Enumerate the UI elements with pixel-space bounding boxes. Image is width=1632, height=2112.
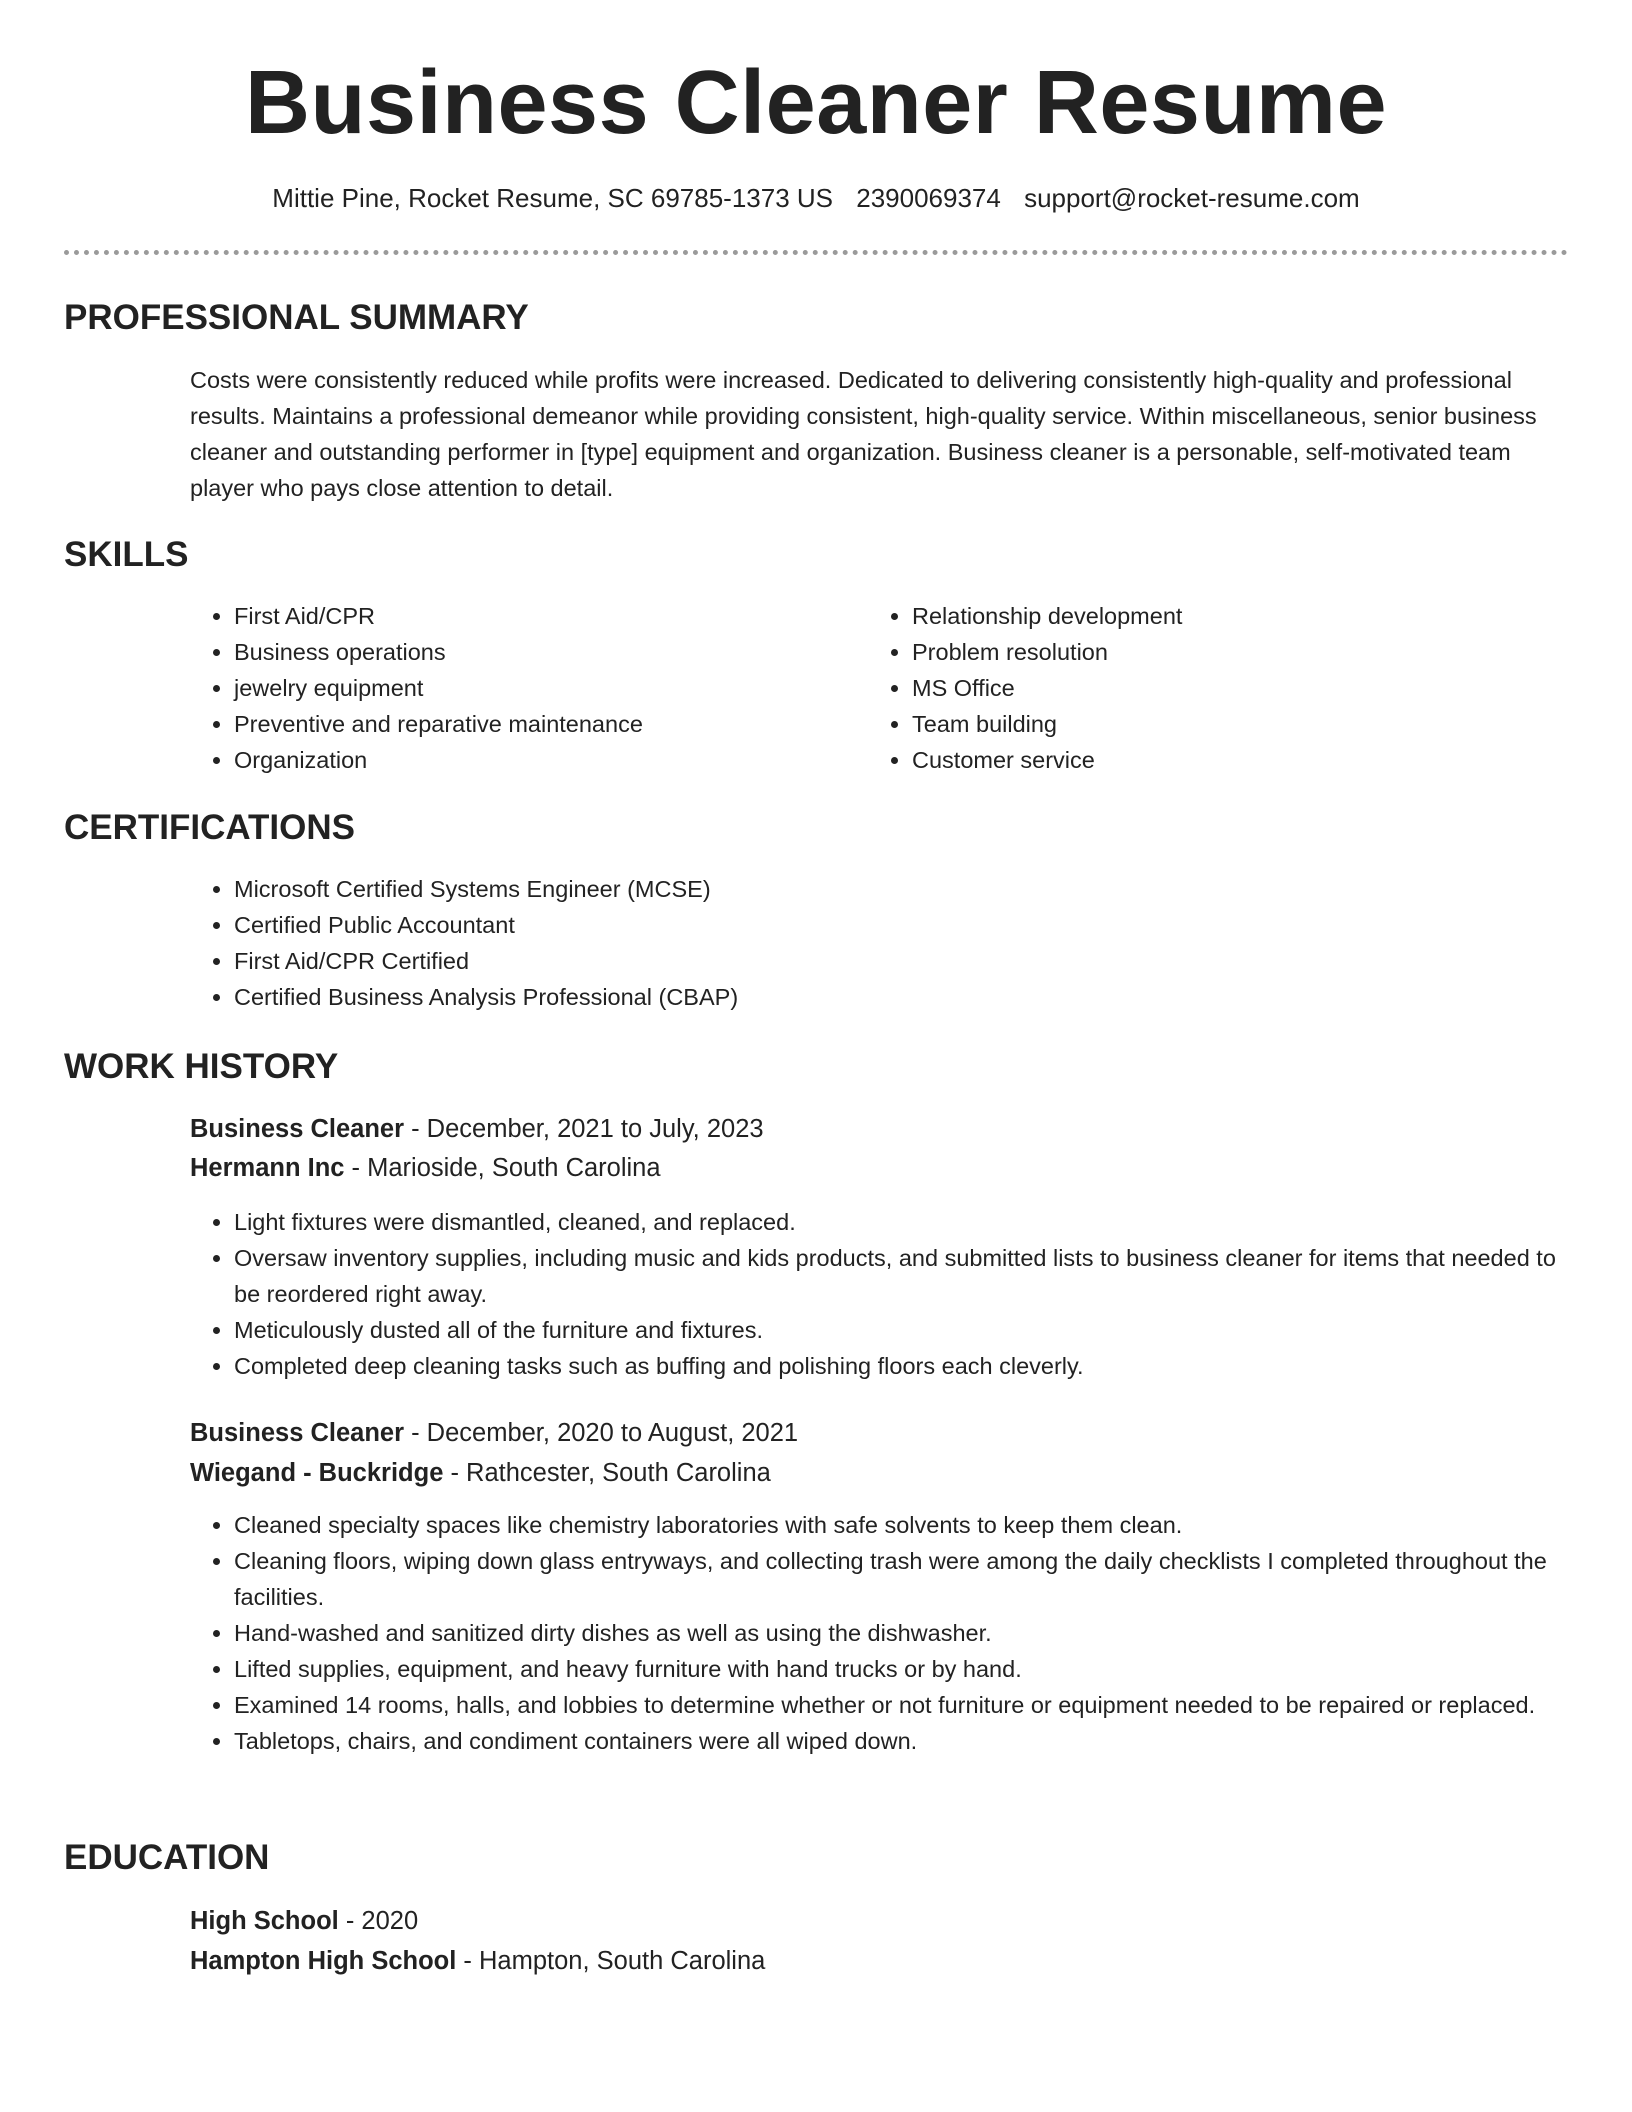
skill-item: • First Aid/CPR <box>234 598 854 634</box>
summary-heading: PROFESSIONAL SUMMARY <box>64 298 529 337</box>
education-degree: High School <box>190 1907 339 1935</box>
job-company-line <box>190 1149 1570 1187</box>
skill-item: • MS Office <box>912 670 1532 706</box>
job-title-line <box>190 1110 1570 1148</box>
education-location: - Hampton, South Carolina <box>456 1947 766 1975</box>
education-school-line <box>190 1942 1570 1980</box>
job-company-line <box>190 1454 1570 1492</box>
job-bullet: • Meticulously dusted all of the furniture and fixtures. <box>234 1312 1584 1348</box>
contact-line <box>0 180 1632 216</box>
certification-item: • Certified Business Analysis Professional (CBAP) <box>234 979 1614 1015</box>
education-school: Hampton High School <box>190 1947 457 1975</box>
contact-phone: 2390069374 <box>856 183 1001 213</box>
skill-item: • Business operations <box>234 634 854 670</box>
job-title: Business Cleaner <box>190 1419 405 1447</box>
job-bullet: • Cleaning floors, wiping down glass entryways, and collecting trash were among the daily checklists I completed throughout the facilities. <box>234 1543 1554 1615</box>
education-year: - 2020 <box>338 1907 419 1935</box>
header-divider <box>64 250 1568 255</box>
certifications-list <box>190 871 1614 1015</box>
job-company: Wiegand - Buckridge <box>190 1459 444 1487</box>
job-company: Hermann Inc <box>190 1154 345 1182</box>
certification-item: • First Aid/CPR Certified <box>234 943 1614 979</box>
resume-title: Business Cleaner Resume <box>245 53 1387 153</box>
certification-item: • Certified Public Accountant <box>234 907 1614 943</box>
skill-item: • Relationship development <box>912 598 1532 634</box>
skills-heading: SKILLS <box>64 535 189 574</box>
job-location: - Marioside, South Carolina <box>344 1154 661 1182</box>
job-bullet: • Tabletops, chairs, and condiment containers were all wiped down. <box>234 1723 1554 1759</box>
job-bullet: • Light fixtures were dismantled, cleaned, and replaced. <box>234 1204 1584 1240</box>
certifications-heading: CERTIFICATIONS <box>64 808 356 847</box>
job-bullet: • Hand-washed and sanitized dirty dishes as well as using the dishwasher. <box>234 1615 1554 1651</box>
education-degree-line <box>190 1902 1570 1940</box>
skill-item: • Preventive and reparative maintenance <box>234 706 854 742</box>
job-location: - Rathcester, South Carolina <box>443 1459 771 1487</box>
summary-text: Costs were consistently reduced while profits were increased. Dedicated to delivering consistently high-quality and professional results. Maintains a professional demeanor while providing consistent, high-quality service. Within miscellaneous, senior business cleaner and outstanding performer in [type] equipment and organization. Business cleaner is a personable, self-motivated team player who pays close attention to detail. <box>190 367 1537 501</box>
contact-address: Mittie Pine, Rocket Resume, SC 69785-1373 US <box>272 183 833 213</box>
job-bullet: • Examined 14 rooms, halls, and lobbies to determine whether or not furniture or equipment needed to be repaired or replaced. <box>234 1687 1554 1723</box>
job-bullet: • Oversaw inventory supplies, including music and kids products, and submitted lists to business cleaner for items that needed to be reordered right away. <box>234 1240 1584 1312</box>
job-bullet: • Lifted supplies, equipment, and heavy furniture with hand trucks or by hand. <box>234 1651 1554 1687</box>
skill-item: • jewelry equipment <box>234 670 854 706</box>
job-dates: - December, 2020 to August, 2021 <box>404 1419 799 1447</box>
contact-email: support@rocket-resume.com <box>1024 183 1360 213</box>
skill-item: • Customer service <box>912 742 1532 778</box>
job-bullets <box>190 1204 1584 1384</box>
job-bullet: • Cleaned specialty spaces like chemistry laboratories with safe solvents to keep them clean. <box>234 1507 1554 1543</box>
skill-item: • Organization <box>234 742 854 778</box>
job-bullet: • Completed deep cleaning tasks such as buffing and polishing floors each cleverly. <box>234 1348 1584 1384</box>
skill-item: • Team building <box>912 706 1532 742</box>
job-dates: - December, 2021 to July, 2023 <box>404 1115 764 1143</box>
certification-item: • Microsoft Certified Systems Engineer (MCSE) <box>234 871 1614 907</box>
job-title: Business Cleaner <box>190 1115 405 1143</box>
job-bullets <box>190 1507 1554 1759</box>
skills-list-left <box>190 598 854 778</box>
skill-item: • Problem resolution <box>912 634 1532 670</box>
job-title-line <box>190 1414 1570 1452</box>
skills-list-right <box>868 598 1532 778</box>
education-heading: EDUCATION <box>64 1838 270 1877</box>
work-history-heading: WORK HISTORY <box>64 1047 339 1086</box>
